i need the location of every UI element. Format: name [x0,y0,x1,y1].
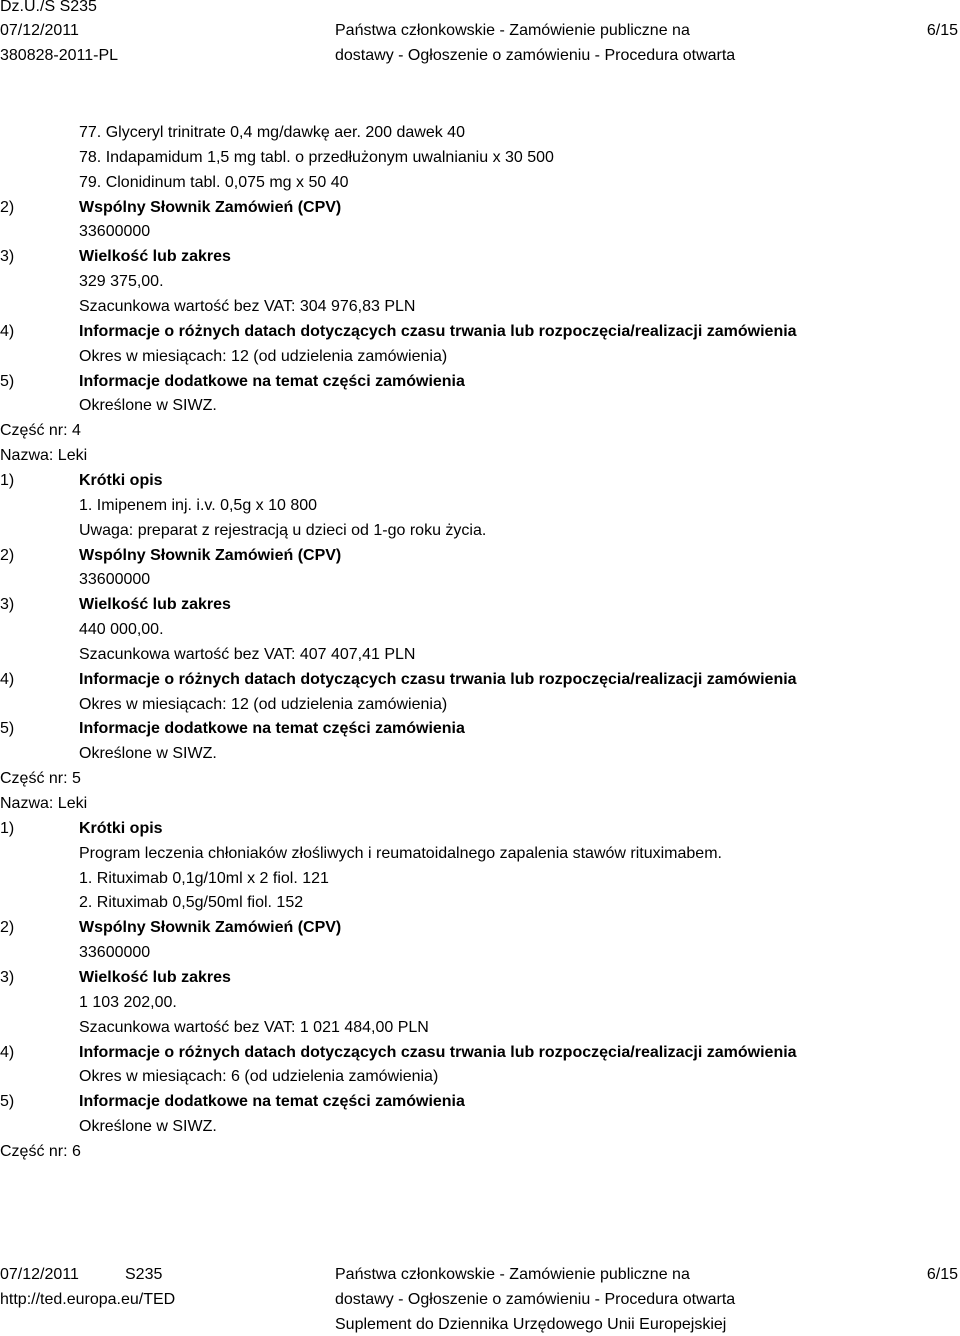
body-text-line: 33600000 [79,571,151,589]
footer-title-line1: Państwa członkowskie - Zamówienie publiczne na [335,1266,690,1283]
page-footer [0,1254,960,1334]
footer-title-line3: Suplement do Dziennika Urzędowego Unii Europejskiej [335,1316,727,1333]
body-text-line: Okres w miesiącach: 12 (od udzielenia zamówienia) [79,695,448,713]
section-title: Informacje dodatkowe na temat części zamówienia [79,372,465,390]
section-number: 5) [0,720,15,738]
body-text-line: Szacunkowa wartość bez VAT: 407 407,41 PLN [79,645,416,663]
body-text-line: Określone w SIWZ. [79,397,217,415]
header-date: 07/12/2011 [0,22,79,39]
lot-label: Nazwa: Leki [0,795,88,812]
section-number: 5) [0,1093,15,1111]
body-text-line: Okres w miesiącach: 12 (od udzielenia zamówienia) [79,347,448,365]
section-number: 2) [0,919,15,937]
lot-label: Część nr: 5 [0,770,81,788]
section-number: 1) [0,471,15,489]
section-number: 4) [0,1043,15,1061]
body-text-line: 2. Rituximab 0,5g/50ml fiol. 152 [79,894,304,912]
section-title: Informacje o różnych datach dotyczących czasu trwania lub rozpoczęcia/realizacji zamówienia [79,322,797,340]
body-text-line: 33600000 [79,223,151,241]
header-page-number: 6/15 [926,22,958,39]
section-title: Wielkość lub zakres [79,596,231,614]
lot-label: Część nr: 4 [0,422,81,440]
section-title: Wielkość lub zakres [79,248,231,266]
body-text-line: 1. Rituximab 0,1g/10ml x 2 fiol. 121 [79,869,329,887]
section-title: Informacje dodatkowe na temat części zamówienia [79,720,465,738]
body-text-line: Program leczenia chłoniaków złośliwych i reumatoidalnego zapalenia stawów rituximabem. [79,844,722,862]
footer-page-number: 6/15 [926,1266,958,1283]
body-text-line: 1. Imipenem inj. i.v. 0,5g x 10 800 [79,496,318,514]
section-number: 4) [0,670,15,688]
body-text-line: 78. Indapamidum 1,5 mg tabl. o przedłużonym uwalnianiu x 30 500 [79,148,554,166]
section-number: 3) [0,596,15,614]
body-text-line: Okres w miesiącach: 6 (od udzielenia zamówienia) [79,1068,439,1086]
notice-id: 380828-2011-PL [0,47,119,64]
journal-reference: Dz.U./S S235 [0,0,97,15]
body-text-line: Określone w SIWZ. [79,1118,217,1135]
lot-label: Nazwa: Leki [0,447,88,465]
body-text-line: Uwaga: preparat z rejestracją u dzieci od 1-go roku życia. [79,521,487,539]
page-header [0,0,960,80]
section-number: 2) [0,546,15,564]
section-title: Krótki opis [79,471,163,489]
footer-date: 07/12/2011 [0,1266,79,1283]
section-title: Informacje o różnych datach dotyczących czasu trwania lub rozpoczęcia/realizacji zamówienia [79,670,797,688]
section-number: 1) [0,819,15,837]
footer-title-line2: dostawy - Ogłoszenie o zamówieniu - Procedura otwarta [335,1291,736,1308]
body-text-line: Szacunkowa wartość bez VAT: 1 021 484,00 PLN [79,1018,429,1036]
body-text-line: 77. Glyceryl trinitrate 0,4 mg/dawkę aer. 200 dawek 40 [79,124,465,141]
body-text-line: Określone w SIWZ. [79,745,217,763]
section-number: 3) [0,248,15,266]
section-number: 5) [0,372,15,390]
header-title-line2: dostawy - Ogłoszenie o zamówieniu - Procedura otwarta [335,47,736,64]
lot-label: Część nr: 6 [0,1142,81,1160]
section-number: 4) [0,322,15,340]
body-text-line: 329 375,00. [79,273,164,291]
section-number: 2) [0,198,15,216]
footer-url: http://ted.europa.eu/TED [0,1291,176,1308]
body-text-line: 1 103 202,00. [79,993,177,1011]
section-number: 3) [0,968,15,986]
section-title: Wspólny Słownik Zamówień (CPV) [79,546,342,564]
footer-issue: S235 [125,1266,163,1283]
section-title: Informacje o różnych datach dotyczących czasu trwania lub rozpoczęcia/realizacji zamówienia [79,1043,797,1061]
section-title: Wspólny Słownik Zamówień (CPV) [79,198,342,216]
section-title: Krótki opis [79,819,163,837]
body-text-line: 440 000,00. [79,621,164,638]
body-text-line: Szacunkowa wartość bez VAT: 304 976,83 PLN [79,298,416,315]
body-text-line: 33600000 [79,944,151,962]
section-title: Wspólny Słownik Zamówień (CPV) [79,919,342,937]
section-title: Wielkość lub zakres [79,968,231,986]
header-title-line1: Państwa członkowskie - Zamówienie publiczne na [335,22,690,39]
section-title: Informacje dodatkowe na temat części zamówienia [79,1093,465,1111]
body-text-line: 79. Clonidinum tabl. 0,075 mg x 50 40 [79,173,349,191]
